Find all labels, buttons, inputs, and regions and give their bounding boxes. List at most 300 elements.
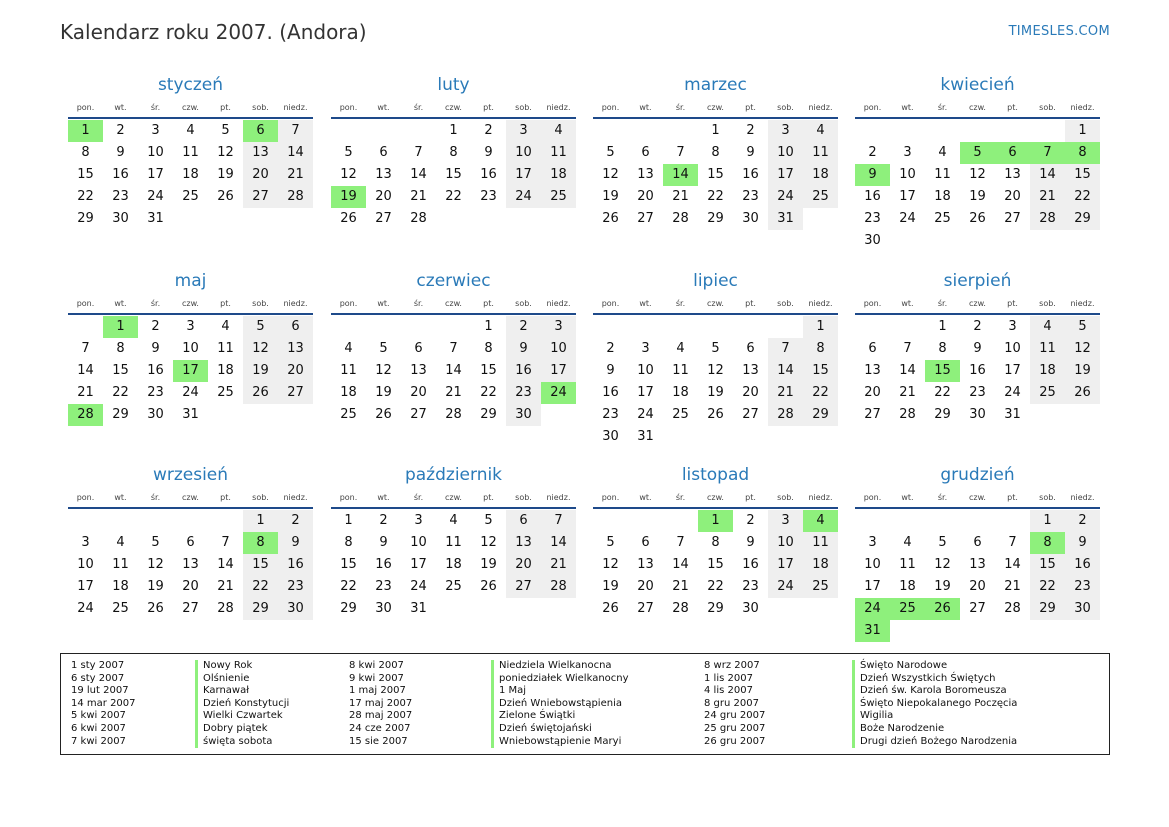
weekday-header [331, 489, 576, 509]
week-row [331, 316, 576, 338]
day-cell: 10 [768, 142, 803, 164]
day-cell: 19 [147, 579, 164, 594]
legend-holiday-name: święta sobota [195, 736, 289, 749]
month-calendar [593, 267, 838, 448]
legend-holiday-name: Wigilia [852, 710, 1017, 723]
weekday-label: sob. [777, 299, 794, 308]
day-cell: 14 [899, 363, 916, 378]
week-row [593, 532, 838, 554]
day-cell: 27 [742, 407, 759, 422]
week-row [855, 142, 1100, 164]
holiday-day-cell: 15 [925, 360, 960, 382]
day-cell: 6 [506, 510, 541, 532]
holiday-day-cell: 24 [855, 598, 890, 620]
day-cell: 30 [506, 404, 541, 426]
month-name: lipiec [693, 271, 738, 291]
weekday-label: pon. [76, 493, 95, 502]
day-cell: 23 [375, 579, 392, 594]
day-cell: 1 [1030, 510, 1065, 532]
day-cell: 15 [77, 167, 94, 182]
weekday-label: pt. [1007, 493, 1018, 502]
day-cell: 12 [243, 338, 278, 360]
day-cell: 5 [151, 535, 160, 550]
day-cell: 20 [182, 579, 199, 594]
weekday-label: pt. [220, 493, 231, 502]
day-cell: 25 [445, 579, 462, 594]
legend-date: 8 wrz 2007 [704, 660, 760, 671]
day-cell: 20 [742, 385, 759, 400]
legend-date: 8 kwi 2007 [349, 660, 404, 671]
day-cell: 15 [707, 557, 724, 572]
day-cell: 8 [484, 341, 493, 356]
day-cell: 24 [1004, 385, 1021, 400]
day-cell: 4 [903, 535, 912, 550]
empty-day-cell [925, 120, 960, 142]
week-row [593, 316, 838, 338]
day-cell: 2 [506, 316, 541, 338]
empty-day-cell [960, 510, 995, 532]
day-cell: 28 [410, 211, 427, 226]
day-cell: 8 [449, 145, 458, 160]
week-row [68, 532, 313, 554]
day-cell: 13 [637, 167, 654, 182]
weekday-label: czw. [707, 299, 724, 308]
month-name: luty [437, 75, 470, 95]
month-name: czerwiec [416, 271, 491, 291]
weekday-label: sob. [1039, 103, 1056, 112]
day-cell: 14 [77, 363, 94, 378]
day-cell: 12 [1065, 338, 1100, 360]
empty-day-cell [593, 510, 628, 532]
day-cell: 30 [1065, 598, 1100, 620]
week-row [593, 186, 838, 208]
day-cell: 17 [768, 554, 803, 576]
empty-day-cell [925, 510, 960, 532]
day-cell: 2 [278, 510, 313, 532]
week-row [855, 120, 1100, 142]
day-cell: 28 [1004, 601, 1021, 616]
day-cell: 16 [480, 167, 497, 182]
empty-day-cell [995, 510, 1030, 532]
day-cell: 15 [445, 167, 462, 182]
day-cell: 20 [375, 189, 392, 204]
weekday-label: czw. [969, 493, 986, 502]
day-cell: 27 [1004, 211, 1021, 226]
week-row [331, 510, 576, 532]
day-cell: 22 [480, 385, 497, 400]
weekday-header [593, 99, 838, 119]
day-cell: 8 [803, 338, 838, 360]
holiday-day-cell: 28 [68, 404, 103, 426]
day-cell: 3 [541, 316, 576, 338]
day-cell: 3 [768, 120, 803, 142]
month-name: marzec [684, 75, 747, 95]
weekday-label: śr. [937, 493, 948, 502]
day-cell: 4 [541, 120, 576, 142]
day-cell: 6 [868, 341, 877, 356]
day-cell: 13 [278, 338, 313, 360]
day-cell: 3 [768, 510, 803, 532]
day-cell: 13 [375, 167, 392, 182]
day-cell: 15 [243, 554, 278, 576]
month-calendar [331, 461, 576, 620]
holiday-day-cell: 24 [541, 382, 576, 404]
weekday-header [68, 489, 313, 509]
day-cell: 18 [1030, 360, 1065, 382]
legend-date: 17 maj 2007 [349, 697, 413, 709]
day-cell: 19 [934, 579, 951, 594]
empty-day-cell [103, 510, 138, 532]
legend-dates-col3 [704, 660, 765, 748]
day-cell: 23 [278, 576, 313, 598]
weekday-label: niedz. [808, 493, 833, 502]
day-cell: 26 [707, 407, 724, 422]
weekday-header [855, 99, 1100, 119]
weekday-label: pt. [483, 493, 494, 502]
day-cell: 6 [379, 145, 388, 160]
day-cell: 1 [484, 319, 493, 334]
day-cell: 12 [217, 145, 234, 160]
empty-day-cell [366, 316, 401, 338]
weekday-label: wt. [377, 493, 390, 502]
weekday-label: sob. [252, 299, 269, 308]
day-cell: 15 [707, 167, 724, 182]
day-cell: 14 [1030, 164, 1065, 186]
day-cell: 23 [112, 189, 129, 204]
week-row [593, 576, 838, 598]
day-cell: 24 [506, 186, 541, 208]
day-cell: 27 [637, 601, 654, 616]
day-cell: 3 [1008, 319, 1017, 334]
day-cell: 31 [182, 407, 199, 422]
weekday-label: śr. [675, 103, 686, 112]
day-cell: 13 [864, 363, 881, 378]
day-cell: 28 [672, 601, 689, 616]
day-cell: 4 [344, 341, 353, 356]
week-row [331, 186, 576, 208]
day-cell: 10 [182, 341, 199, 356]
day-cell: 8 [344, 535, 353, 550]
holiday-day-cell: 6 [995, 142, 1030, 164]
day-cell: 2 [606, 341, 615, 356]
month-calendar [331, 267, 576, 426]
day-cell: 22 [340, 579, 357, 594]
day-cell: 12 [969, 167, 986, 182]
day-cell: 21 [217, 579, 234, 594]
weekday-header [331, 295, 576, 315]
day-cell: 9 [506, 338, 541, 360]
day-cell: 11 [445, 535, 462, 550]
day-cell: 7 [221, 535, 230, 550]
day-cell: 19 [969, 189, 986, 204]
day-cell: 12 [934, 557, 951, 572]
day-cell: 10 [541, 338, 576, 360]
day-cell: 7 [676, 145, 685, 160]
holiday-day-cell: 1 [103, 316, 138, 338]
week-row [593, 510, 838, 532]
week-row [68, 360, 313, 382]
holiday-day-cell: 26 [925, 598, 960, 620]
day-cell: 29 [77, 211, 94, 226]
day-cell: 21 [672, 579, 689, 594]
day-cell: 31 [768, 208, 803, 230]
month-days [68, 315, 313, 426]
empty-day-cell [331, 316, 366, 338]
day-cell: 18 [112, 579, 129, 594]
day-cell: 2 [1065, 510, 1100, 532]
empty-day-cell [855, 316, 890, 338]
day-cell: 15 [803, 360, 838, 382]
day-cell: 12 [602, 557, 619, 572]
holiday-day-cell: 8 [243, 532, 278, 554]
day-cell: 22 [934, 385, 951, 400]
week-row [593, 142, 838, 164]
day-cell: 30 [864, 233, 881, 248]
day-cell: 14 [217, 557, 234, 572]
day-cell: 13 [637, 557, 654, 572]
day-cell: 8 [81, 145, 90, 160]
week-row [331, 142, 576, 164]
day-cell: 29 [707, 211, 724, 226]
day-cell: 11 [541, 142, 576, 164]
day-cell: 11 [1030, 338, 1065, 360]
day-cell: 12 [340, 167, 357, 182]
holiday-day-cell: 8 [1030, 532, 1065, 554]
weekday-label: wt. [901, 493, 914, 502]
empty-day-cell [890, 510, 925, 532]
day-cell: 18 [340, 385, 357, 400]
month-calendar [68, 461, 313, 620]
day-cell: 27 [410, 407, 427, 422]
day-cell: 16 [278, 554, 313, 576]
day-cell: 11 [340, 363, 357, 378]
legend-date: 24 gru 2007 [704, 710, 766, 722]
day-cell: 12 [602, 167, 619, 182]
weekday-label: śr. [413, 103, 424, 112]
holiday-day-cell: 1 [68, 120, 103, 142]
day-cell: 18 [934, 189, 951, 204]
legend-names-col2 [491, 660, 629, 748]
day-cell: 30 [969, 407, 986, 422]
weekday-label: niedz. [1070, 103, 1095, 112]
weekday-label: wt. [114, 493, 127, 502]
legend-names-col1 [195, 660, 289, 748]
day-cell: 2 [116, 123, 125, 138]
day-cell: 27 [375, 211, 392, 226]
day-cell: 18 [217, 363, 234, 378]
empty-day-cell [890, 120, 925, 142]
day-cell: 16 [969, 363, 986, 378]
legend-date: 19 lut 2007 [71, 685, 129, 697]
day-cell: 10 [899, 167, 916, 182]
day-cell: 23 [480, 189, 497, 204]
day-cell: 20 [1004, 189, 1021, 204]
day-cell: 8 [116, 341, 125, 356]
month-calendar [855, 461, 1100, 642]
week-row [68, 186, 313, 208]
legend-date: 1 sty 2007 [71, 660, 125, 671]
day-cell: 1 [803, 316, 838, 338]
day-cell: 18 [541, 164, 576, 186]
week-row [593, 404, 838, 426]
week-row [855, 338, 1100, 360]
day-cell: 22 [707, 579, 724, 594]
weekday-label: śr. [150, 103, 161, 112]
day-cell: 4 [1030, 316, 1065, 338]
weekday-label: czw. [969, 103, 986, 112]
day-cell: 27 [637, 211, 654, 226]
weekday-label: czw. [182, 103, 199, 112]
weekday-label: pt. [483, 299, 494, 308]
day-cell: 18 [672, 385, 689, 400]
day-cell: 5 [344, 145, 353, 160]
day-cell: 14 [445, 363, 462, 378]
week-row [68, 554, 313, 576]
week-row [331, 120, 576, 142]
day-cell: 23 [147, 385, 164, 400]
legend-date: 8 gru 2007 [704, 697, 759, 709]
week-row [855, 208, 1100, 230]
weekday-label: czw. [445, 299, 462, 308]
week-row [855, 382, 1100, 404]
day-cell: 5 [221, 123, 230, 138]
weekday-label: niedz. [1070, 299, 1095, 308]
day-cell: 1 [449, 123, 458, 138]
day-cell: 30 [742, 211, 759, 226]
legend-holiday-name: Karnawał [195, 685, 289, 698]
day-cell: 6 [414, 341, 423, 356]
day-cell: 7 [81, 341, 90, 356]
day-cell: 2 [151, 319, 160, 334]
legend-holiday-name: Dobry piątek [195, 723, 289, 736]
month-days [593, 509, 838, 620]
week-row [68, 510, 313, 532]
week-row [331, 576, 576, 598]
week-row [855, 164, 1100, 186]
empty-day-cell [401, 316, 436, 338]
day-cell: 23 [742, 189, 759, 204]
day-cell: 9 [151, 341, 160, 356]
month-days [331, 509, 576, 620]
empty-day-cell [366, 120, 401, 142]
day-cell: 24 [77, 601, 94, 616]
weekday-label: pon. [601, 299, 620, 308]
day-cell: 10 [147, 145, 164, 160]
empty-day-cell [698, 316, 733, 338]
day-cell: 27 [243, 186, 278, 208]
legend-date: 4 lis 2007 [704, 685, 753, 697]
empty-day-cell [436, 316, 471, 338]
day-cell: 9 [379, 535, 388, 550]
weekday-label: niedz. [283, 103, 308, 112]
week-row [593, 120, 838, 142]
day-cell: 5 [484, 513, 493, 528]
weekday-label: czw. [182, 299, 199, 308]
day-cell: 5 [379, 341, 388, 356]
day-cell: 29 [803, 404, 838, 426]
empty-day-cell [68, 316, 103, 338]
weekday-label: niedz. [283, 299, 308, 308]
day-cell: 15 [112, 363, 129, 378]
empty-day-cell [68, 510, 103, 532]
legend-holiday-name: Dzień św. Karola Boromeusza [852, 685, 1017, 698]
week-row [593, 164, 838, 186]
day-cell: 24 [768, 576, 803, 598]
day-cell: 17 [1004, 363, 1021, 378]
holiday-day-cell: 31 [855, 620, 890, 642]
day-cell: 2 [746, 123, 755, 138]
weekday-label: pon. [339, 493, 358, 502]
day-cell: 25 [1030, 382, 1065, 404]
month-days [855, 509, 1100, 642]
day-cell: 30 [147, 407, 164, 422]
weekday-label: niedz. [808, 103, 833, 112]
day-cell: 8 [711, 535, 720, 550]
day-cell: 21 [899, 385, 916, 400]
day-cell: 4 [116, 535, 125, 550]
legend-date: 14 mar 2007 [71, 697, 136, 709]
day-cell: 25 [340, 407, 357, 422]
month-name: październik [404, 465, 503, 485]
day-cell: 29 [340, 601, 357, 616]
legend-date: 7 kwi 2007 [71, 735, 126, 747]
day-cell: 30 [742, 601, 759, 616]
day-cell: 6 [278, 316, 313, 338]
day-cell: 14 [672, 557, 689, 572]
weekday-label: pon. [601, 493, 620, 502]
holiday-day-cell: 1 [698, 510, 733, 532]
day-cell: 13 [410, 363, 427, 378]
empty-day-cell [855, 510, 890, 532]
month-days [855, 119, 1100, 252]
weekday-label: pon. [339, 299, 358, 308]
weekday-label: czw. [182, 493, 199, 502]
weekday-label: pon. [76, 103, 95, 112]
day-cell: 20 [637, 189, 654, 204]
day-cell: 16 [742, 167, 759, 182]
day-cell: 21 [77, 385, 94, 400]
day-cell: 18 [182, 167, 199, 182]
day-cell: 19 [243, 360, 278, 382]
day-cell: 24 [182, 385, 199, 400]
day-cell: 11 [112, 557, 129, 572]
day-cell: 14 [768, 360, 803, 382]
empty-day-cell [663, 120, 698, 142]
day-cell: 27 [182, 601, 199, 616]
site-link[interactable]: TIMESLES.COM [1008, 24, 1110, 39]
legend-holiday-name: Święto Niepokalanego Poczęcia [852, 698, 1017, 711]
legend-holiday-name: Święto Narodowe [852, 660, 1017, 673]
day-cell: 17 [410, 557, 427, 572]
empty-day-cell [593, 316, 628, 338]
day-cell: 9 [973, 341, 982, 356]
legend-date: 6 sty 2007 [71, 672, 125, 684]
empty-day-cell [890, 316, 925, 338]
day-cell: 12 [375, 363, 392, 378]
weekday-label: pon. [863, 299, 882, 308]
day-cell: 11 [934, 167, 951, 182]
holiday-day-cell: 6 [243, 120, 278, 142]
weekday-label: niedz. [1070, 493, 1095, 502]
day-cell: 16 [864, 189, 881, 204]
day-cell: 25 [803, 186, 838, 208]
week-row [68, 576, 313, 598]
day-cell: 5 [243, 316, 278, 338]
month-days [331, 315, 576, 426]
day-cell: 21 [410, 189, 427, 204]
weekday-header [855, 295, 1100, 315]
month-name: grudzień [940, 465, 1015, 485]
